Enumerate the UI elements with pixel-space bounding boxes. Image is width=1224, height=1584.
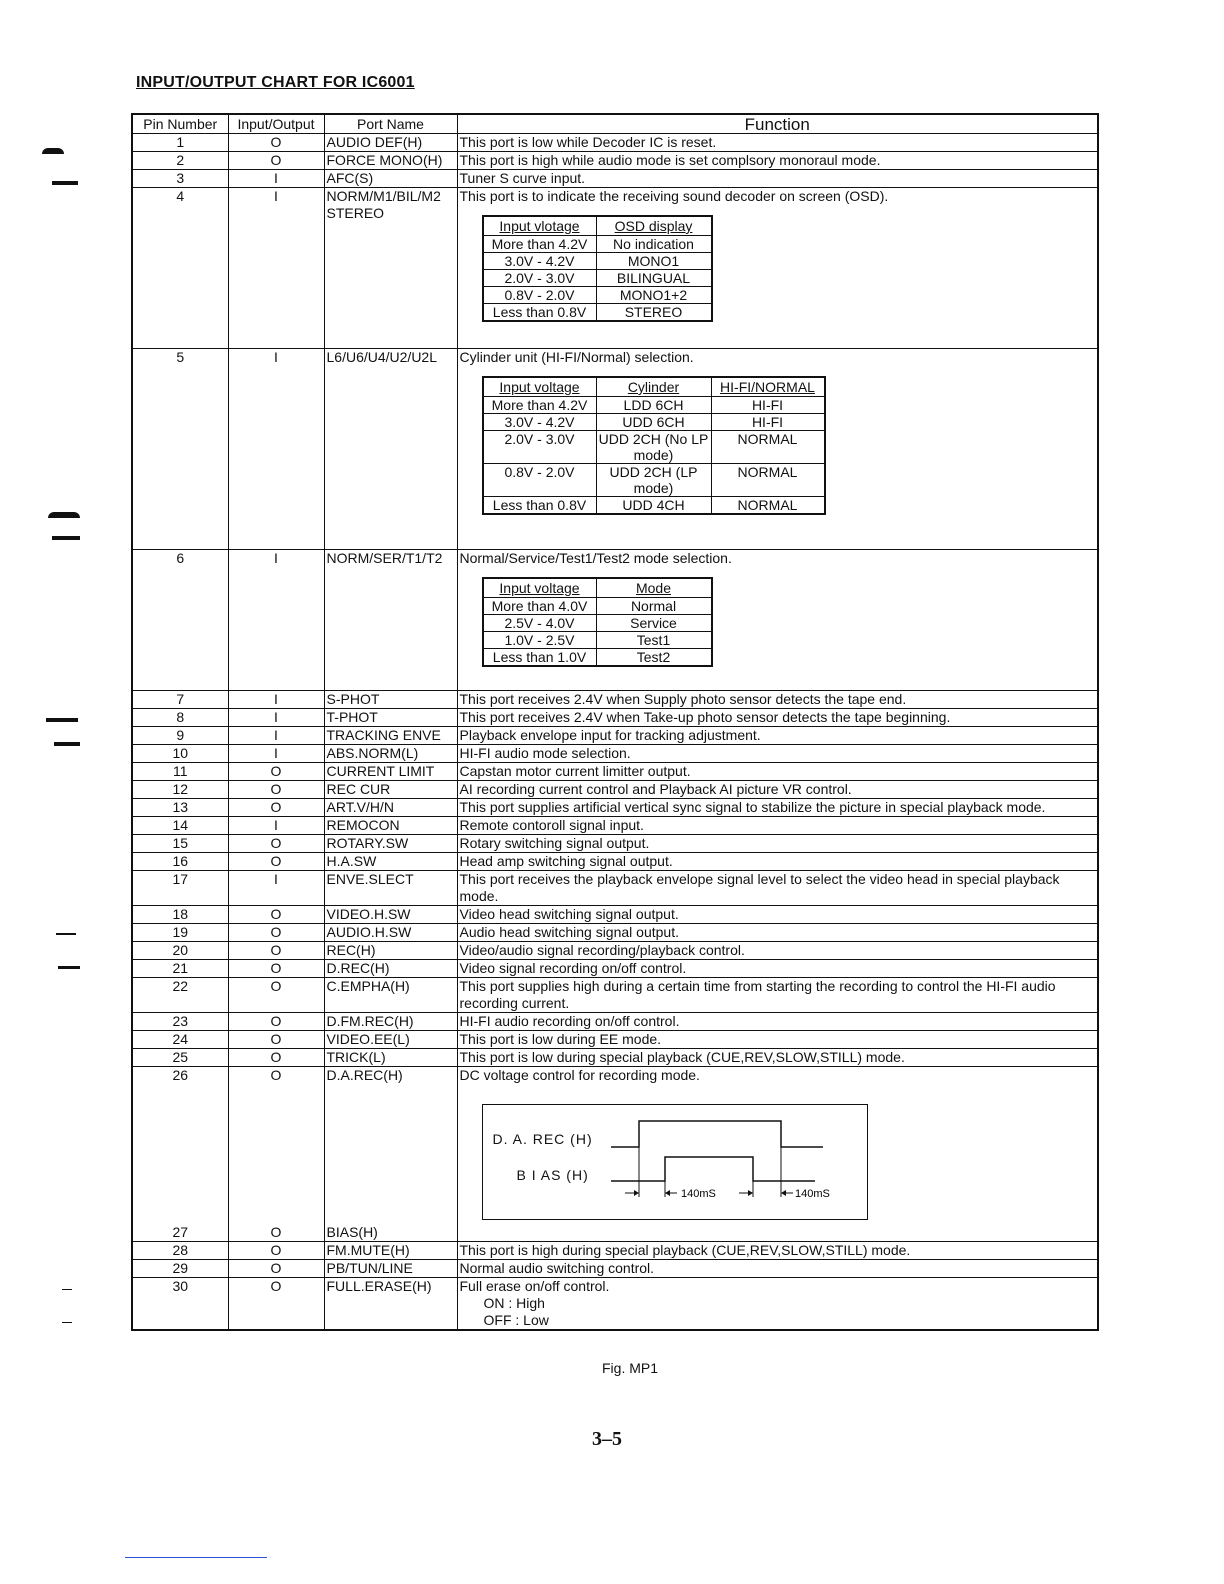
pin-number-cell: 26 (132, 1067, 228, 1225)
function-text: Playback envelope input for tracking adjustment. (459, 727, 761, 743)
binder-mark (46, 718, 78, 722)
sub-row (483, 649, 712, 667)
input-output-cell: O (228, 942, 324, 960)
sub-cell: UDD 2CH (No LP mode) (596, 431, 711, 464)
pin-number-cell: 11 (132, 763, 228, 781)
pin-number-cell: 12 (132, 781, 228, 799)
table-row (132, 942, 1098, 960)
function-cell (457, 1049, 1098, 1067)
sub-cell: LDD 6CH (596, 397, 711, 414)
function-text: Rotary switching signal output. (459, 835, 650, 851)
sub-cell: MONO1 (596, 253, 712, 270)
table-row (132, 978, 1098, 1013)
pin-number-cell: 28 (132, 1242, 228, 1260)
function-text: Audio head switching signal output. (459, 924, 679, 940)
function-text: Video signal recording on/off control. (459, 960, 687, 976)
input-output-cell: I (228, 188, 324, 349)
input-output-cell: O (228, 853, 324, 871)
input-output-cell: I (228, 709, 324, 727)
binder-mark (52, 536, 80, 540)
pin-number-cell: 1 (132, 134, 228, 152)
table-row (132, 1067, 1098, 1225)
sub-row (483, 464, 825, 497)
function-text: AI recording current control and Playback AI picture VR control. (459, 781, 852, 797)
page-title: INPUT/OUTPUT CHART FOR IC6001 (136, 74, 415, 91)
function-cell (457, 763, 1098, 781)
port-name-cell: NORM/SER/T1/T2 (324, 550, 457, 691)
port-name-cell: D.FM.REC(H) (324, 1013, 457, 1031)
input-output-cell: O (228, 799, 324, 817)
mode-selection-table (482, 577, 713, 667)
sub-cell: HI-FI (711, 397, 825, 414)
table-row (132, 763, 1098, 781)
input-output-cell: O (228, 960, 324, 978)
input-output-cell: I (228, 745, 324, 763)
input-output-cell: O (228, 978, 324, 1013)
function-text: This port is to indicate the receiving sound decoder on screen (OSD). (459, 188, 889, 204)
io-chart-table (131, 113, 1099, 1331)
port-name-cell: ABS.NORM(L) (324, 745, 457, 763)
table-row (132, 349, 1098, 550)
sub-header: Input voltage (483, 578, 597, 598)
sub-cell: UDD 6CH (596, 414, 711, 431)
input-output-cell: I (228, 817, 324, 835)
table-row (132, 1224, 1098, 1242)
pin-number-cell: 3 (132, 170, 228, 188)
sub-row (483, 414, 825, 431)
port-name-cell: AUDIO DEF(H) (324, 134, 457, 152)
table-row (132, 1242, 1098, 1260)
sub-cell: No indication (596, 236, 712, 253)
function-text: This port receives 2.4V when Supply photo sensor detects the tape end. (459, 691, 907, 707)
sub-cell: 2.5V - 4.0V (483, 615, 597, 632)
function-text: Normal/Service/Test1/Test2 mode selection. (459, 550, 732, 566)
input-output-cell: O (228, 763, 324, 781)
sub-cell: HI-FI (711, 414, 825, 431)
function-cell (457, 924, 1098, 942)
function-cell (457, 1278, 1098, 1331)
function-cell (457, 1260, 1098, 1278)
sub-row (483, 431, 825, 464)
header-function: Function (457, 114, 1098, 134)
table-row (132, 853, 1098, 871)
pin-number-cell: 27 (132, 1224, 228, 1242)
port-name-cell: TRICK(L) (324, 1049, 457, 1067)
pin-number-cell: 16 (132, 853, 228, 871)
input-output-cell: O (228, 1242, 324, 1260)
sub-row (483, 497, 825, 515)
table-row (132, 745, 1098, 763)
sub-row (483, 270, 712, 287)
input-output-cell: I (228, 349, 324, 550)
function-cell (457, 942, 1098, 960)
pin-number-cell: 13 (132, 799, 228, 817)
table-row (132, 906, 1098, 924)
sub-cell: NORMAL (711, 497, 825, 515)
table-row (132, 799, 1098, 817)
function-cell (457, 745, 1098, 763)
port-name-cell: FORCE MONO(H) (324, 152, 457, 170)
pin-number-cell: 19 (132, 924, 228, 942)
port-name-cell: L6/U6/U4/U2/U2L (324, 349, 457, 550)
pin-number-cell: 5 (132, 349, 228, 550)
sub-cell: UDD 4CH (596, 497, 711, 515)
function-text: Full erase on/off control. (459, 1278, 610, 1294)
input-output-cell: O (228, 134, 324, 152)
binder-mark (54, 742, 80, 746)
function-cell (457, 871, 1098, 906)
pin-number-cell: 18 (132, 906, 228, 924)
function-text: Video head switching signal output. (459, 906, 679, 922)
sub-cell: UDD 2CH (LP mode) (596, 464, 711, 497)
table-row (132, 1049, 1098, 1067)
function-text: This port supplies high during a certain time from starting the recording to control the HI-FI audio recording current. (459, 978, 1056, 1011)
function-cell (457, 906, 1098, 924)
function-text: Head amp switching signal output. (459, 853, 673, 869)
function-cell (457, 1242, 1098, 1260)
function-text: HI-FI audio mode selection. (459, 745, 631, 761)
sub-header: Cylinder (596, 377, 711, 397)
pin-number-cell: 30 (132, 1278, 228, 1331)
binder-mark (62, 1322, 72, 1323)
function-cell (457, 978, 1098, 1013)
pin-number-cell: 8 (132, 709, 228, 727)
function-text: Cylinder unit (HI-FI/Normal) selection. (459, 349, 694, 365)
sub-cell: More than 4.0V (483, 598, 597, 615)
port-name-cell: AFC(S) (324, 170, 457, 188)
table-row (132, 1013, 1098, 1031)
pin-number-cell: 21 (132, 960, 228, 978)
input-output-cell: O (228, 781, 324, 799)
input-output-cell: O (228, 906, 324, 924)
sub-cell: Less than 1.0V (483, 649, 597, 667)
sub-cell: NORMAL (711, 431, 825, 464)
input-output-cell: O (228, 1067, 324, 1225)
port-name-cell: REC(H) (324, 942, 457, 960)
table-row (132, 871, 1098, 906)
port-name-cell: S-PHOT (324, 691, 457, 709)
input-output-cell: O (228, 1031, 324, 1049)
table-row (132, 134, 1098, 152)
table-row (132, 1278, 1098, 1331)
function-cell (457, 1031, 1098, 1049)
function-cell (457, 170, 1098, 188)
table-row (132, 1031, 1098, 1049)
function-cell (457, 1224, 1098, 1242)
sub-row (483, 598, 712, 615)
sub-row (483, 615, 712, 632)
sub-header: Input vlotage (483, 216, 597, 236)
function-text: This port is high during special playback (CUE,REV,SLOW,STILL) mode. (459, 1242, 911, 1258)
sub-cell: 3.0V - 4.2V (483, 414, 597, 431)
timing-waveforms (483, 1105, 867, 1219)
input-output-cell: O (228, 1224, 324, 1242)
timing-label-da-rec: D. A. REC (H) (492, 1131, 593, 1147)
sub-header: Input voltage (483, 377, 597, 397)
table-row (132, 691, 1098, 709)
sub-header: HI-FI/NORMAL (711, 377, 825, 397)
function-text: DC voltage control for recording mode. (459, 1067, 700, 1083)
table-row (132, 188, 1098, 349)
function-text: This port is low during special playback (CUE,REV,SLOW,STILL) mode. (459, 1049, 905, 1065)
function-cell (457, 550, 1098, 691)
pin-number-cell: 24 (132, 1031, 228, 1049)
sub-cell: 0.8V - 2.0V (483, 464, 597, 497)
sub-cell: Test2 (596, 649, 712, 667)
sub-cell: Normal (596, 598, 712, 615)
sub-cell: Less than 0.8V (483, 304, 597, 322)
page-number: 3–5 (592, 1428, 622, 1450)
sub-row (483, 632, 712, 649)
function-text: This port is high while audio mode is set complsory monoraul mode. (459, 152, 881, 168)
table-row (132, 709, 1098, 727)
binder-mark (48, 512, 80, 518)
function-cell (457, 691, 1098, 709)
table-row (132, 781, 1098, 799)
port-name-cell: FULL.ERASE(H) (324, 1278, 457, 1331)
input-output-cell: O (228, 1260, 324, 1278)
pin-number-cell: 23 (132, 1013, 228, 1031)
sub-row (483, 253, 712, 270)
function-extra-line: ON : High (483, 1295, 545, 1311)
sub-cell: NORMAL (711, 464, 825, 497)
table-row (132, 170, 1098, 188)
pin-number-cell: 20 (132, 942, 228, 960)
function-text: This port receives the playback envelope signal level to select the video head in special playback mode. (459, 871, 1060, 904)
input-output-cell: I (228, 871, 324, 906)
table-row (132, 727, 1098, 745)
table-row (132, 550, 1098, 691)
function-text: This port is low while Decoder IC is reset. (459, 134, 717, 150)
pin-number-cell: 14 (132, 817, 228, 835)
sub-cell: Service (596, 615, 712, 632)
sub-cell: 2.0V - 3.0V (483, 431, 597, 464)
table-row (132, 817, 1098, 835)
pin-number-cell: 29 (132, 1260, 228, 1278)
pin-number-cell: 4 (132, 188, 228, 349)
function-text: Tuner S curve input. (459, 170, 586, 186)
function-cell (457, 817, 1098, 835)
port-name-cell: VIDEO.EE(L) (324, 1031, 457, 1049)
sub-cell: Test1 (596, 632, 712, 649)
function-text: Remote contoroll signal input. (459, 817, 644, 833)
function-text: This port receives 2.4V when Take-up photo sensor detects the tape beginning. (459, 709, 951, 725)
footer-rule (125, 1557, 267, 1558)
input-output-cell: O (228, 1049, 324, 1067)
function-cell (457, 709, 1098, 727)
port-name-cell: VIDEO.H.SW (324, 906, 457, 924)
sub-cell: Less than 0.8V (483, 497, 597, 515)
port-name-cell: ART.V/H/N (324, 799, 457, 817)
port-name-cell: NORM/M1/BIL/M2 STEREO (324, 188, 457, 349)
port-name-cell: AUDIO.H.SW (324, 924, 457, 942)
pin-number-cell: 2 (132, 152, 228, 170)
port-name-cell: ROTARY.SW (324, 835, 457, 853)
port-name-cell: FM.MUTE(H) (324, 1242, 457, 1260)
sub-header: OSD display (596, 216, 712, 236)
port-name-cell: TRACKING ENVE (324, 727, 457, 745)
function-text: Video/audio signal recording/playback control. (459, 942, 745, 958)
port-name-cell: ENVE.SLECT (324, 871, 457, 906)
table-row (132, 835, 1098, 853)
function-cell (457, 188, 1098, 349)
sub-cell: More than 4.2V (483, 397, 597, 414)
port-name-cell: H.A.SW (324, 853, 457, 871)
timing-delay-1: 140mS (680, 1188, 716, 1200)
port-name-cell: CURRENT LIMIT (324, 763, 457, 781)
port-name-cell: C.EMPHA(H) (324, 978, 457, 1013)
port-name-cell: REMOCON (324, 817, 457, 835)
table-header-row (132, 114, 1098, 134)
function-text: This port supplies artificial vertical sync signal to stabilize the picture in special playback mode. (459, 799, 1046, 815)
sub-row (483, 304, 712, 322)
function-text: Capstan motor current limitter output. (459, 763, 691, 779)
binder-mark (56, 933, 76, 935)
pin-number-cell: 15 (132, 835, 228, 853)
input-output-cell: O (228, 835, 324, 853)
cylinder-selection-table (482, 376, 826, 515)
pin-number-cell: 22 (132, 978, 228, 1013)
figure-caption: Fig. MP1 (602, 1360, 659, 1376)
port-name-cell: D.A.REC(H) (324, 1067, 457, 1225)
function-cell (457, 1067, 1098, 1225)
sub-row (483, 287, 712, 304)
input-output-cell: I (228, 691, 324, 709)
input-output-cell: O (228, 924, 324, 942)
timing-label-bias: B I AS (H) (516, 1167, 589, 1183)
port-name-cell: D.REC(H) (324, 960, 457, 978)
input-output-cell: I (228, 550, 324, 691)
port-name-cell: REC CUR (324, 781, 457, 799)
function-cell (457, 960, 1098, 978)
pin-number-cell: 17 (132, 871, 228, 906)
header-port-name: Port Name (324, 114, 457, 134)
input-output-cell: O (228, 1278, 324, 1331)
header-input-output: Input/Output (228, 114, 324, 134)
timing-delay-2: 140mS (794, 1188, 830, 1200)
sub-header: Mode (596, 578, 712, 598)
table-row (132, 152, 1098, 170)
function-extra-line: OFF : Low (483, 1312, 549, 1328)
pin-number-cell: 6 (132, 550, 228, 691)
sub-cell: BILINGUAL (596, 270, 712, 287)
function-cell (457, 799, 1098, 817)
function-cell (457, 134, 1098, 152)
sub-cell: MONO1+2 (596, 287, 712, 304)
sub-row (483, 397, 825, 414)
binder-mark (62, 1289, 72, 1290)
function-cell (457, 152, 1098, 170)
table-row (132, 960, 1098, 978)
function-cell (457, 349, 1098, 550)
table-row (132, 1260, 1098, 1278)
function-text: HI-FI audio recording on/off control. (459, 1013, 680, 1029)
pin-number-cell: 9 (132, 727, 228, 745)
function-text: Normal audio switching control. (459, 1260, 655, 1276)
sub-cell: 2.0V - 3.0V (483, 270, 597, 287)
input-output-cell: I (228, 170, 324, 188)
pin-number-cell: 25 (132, 1049, 228, 1067)
function-cell (457, 727, 1098, 745)
port-name-cell: PB/TUN/LINE (324, 1260, 457, 1278)
sub-cell: 3.0V - 4.2V (483, 253, 597, 270)
sub-row (483, 236, 712, 253)
binder-mark (58, 966, 80, 969)
sub-cell: More than 4.2V (483, 236, 597, 253)
sub-cell: 0.8V - 2.0V (483, 287, 597, 304)
function-cell (457, 835, 1098, 853)
osd-display-table (482, 215, 713, 322)
function-text: This port is low during EE mode. (459, 1031, 662, 1047)
input-output-cell: O (228, 1013, 324, 1031)
port-name-cell: BIAS(H) (324, 1224, 457, 1242)
input-output-cell: O (228, 152, 324, 170)
sub-cell: STEREO (596, 304, 712, 322)
sub-cell: 1.0V - 2.5V (483, 632, 597, 649)
header-pin-number: Pin Number (132, 114, 228, 134)
binder-mark (52, 181, 78, 185)
timing-diagram (482, 1104, 868, 1220)
function-cell (457, 781, 1098, 799)
table-row (132, 924, 1098, 942)
pin-number-cell: 10 (132, 745, 228, 763)
pin-number-cell: 7 (132, 691, 228, 709)
port-name-cell: T-PHOT (324, 709, 457, 727)
input-output-cell: I (228, 727, 324, 745)
binder-mark (42, 148, 64, 154)
function-cell (457, 1013, 1098, 1031)
function-cell (457, 853, 1098, 871)
